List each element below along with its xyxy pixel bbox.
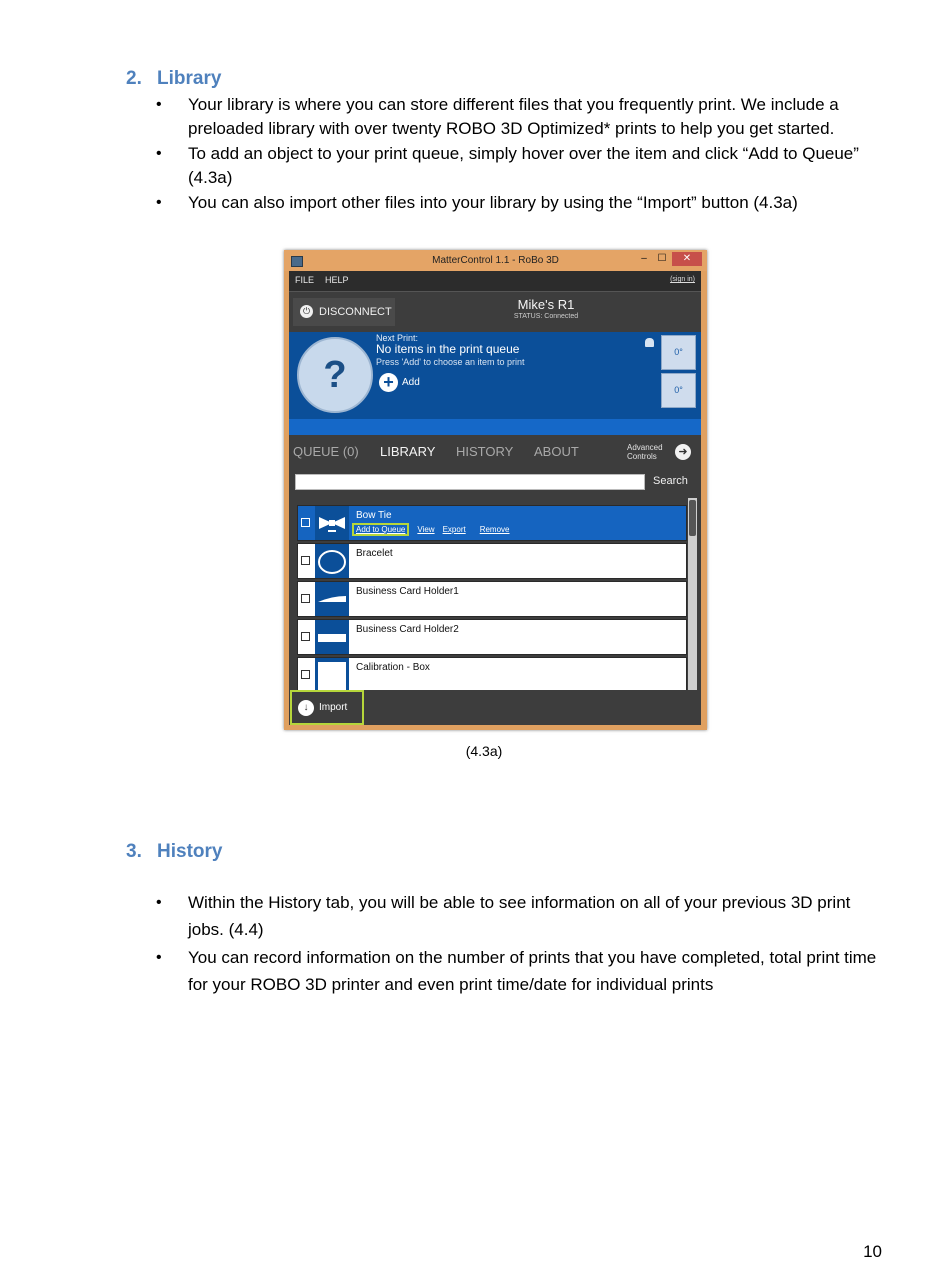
card-holder2-thumbnail — [315, 620, 349, 654]
bracelet-icon — [315, 544, 349, 578]
item-name: Bracelet — [356, 548, 393, 559]
bracelet-thumbnail — [315, 544, 349, 578]
add-to-queue-link[interactable]: Add to Queue — [352, 523, 409, 536]
bow-tie-thumbnail — [315, 506, 349, 540]
next-print-panel — [289, 332, 701, 419]
download-icon: ↓ — [298, 700, 314, 716]
scrollbar-thumb[interactable] — [689, 500, 696, 536]
library-item[interactable] — [297, 543, 687, 579]
power-icon: ⏻ — [300, 305, 313, 318]
bullet-item: • Your library is where you can store different files that you frequently print. We include a preloaded library with over twenty ROBO 3D Optimized* prints to help you get started. — [156, 93, 886, 141]
section-title: Library — [157, 68, 222, 89]
window-title-bar — [284, 250, 707, 271]
search-row — [289, 469, 701, 497]
tab-history[interactable]: HISTORY — [456, 444, 514, 459]
disconnect-label: DISCONNECT — [319, 306, 392, 318]
import-label: Import — [319, 702, 348, 713]
printer-status: STATUS: Connected — [513, 313, 579, 320]
item-name: Bow Tie — [356, 510, 392, 521]
library-item[interactable] — [297, 657, 687, 693]
maximize-button[interactable]: ☐ — [657, 253, 667, 264]
library-bullet-list — [156, 93, 886, 216]
bullet-item: • You can record information on the number of prints that you have completed, total print time for your ROBO 3D printer and even print time/date for individual prints — [156, 944, 886, 998]
section-title: History — [157, 841, 223, 862]
card-holder2-icon — [315, 620, 349, 654]
section-number: 2. — [126, 68, 142, 89]
next-print-label: Next Print: — [376, 333, 419, 343]
advanced-controls-label[interactable]: Advanced Controls — [627, 443, 663, 461]
calibration-box-thumbnail — [315, 658, 349, 692]
library-item[interactable] — [297, 505, 687, 541]
box-icon — [315, 658, 349, 692]
app-body — [289, 271, 701, 725]
bell-icon[interactable] — [645, 338, 654, 347]
item-name: Calibration - Box — [356, 662, 430, 673]
tab-queue[interactable]: QUEUE (0) — [293, 444, 359, 459]
item-actions — [356, 523, 518, 536]
plus-icon: + — [379, 373, 398, 392]
bullet-item: • To add an object to your print queue, simply hover over the item and click “Add to Queue” (4.3a) — [156, 142, 886, 190]
item-checkbox[interactable] — [301, 518, 310, 527]
bottom-bar — [289, 690, 701, 725]
library-scrollbar[interactable] — [688, 498, 697, 690]
menu-bar — [289, 271, 701, 291]
import-button[interactable] — [290, 690, 364, 725]
section-number: 3. — [126, 841, 142, 862]
search-input[interactable] — [295, 474, 645, 490]
progress-strip — [289, 419, 701, 435]
bullet-item: • You can also import other files into your library by using the “Import” button (4.3a) — [156, 191, 886, 215]
item-checkbox[interactable] — [301, 556, 310, 565]
bow-tie-icon — [315, 506, 349, 540]
item-checkbox[interactable] — [301, 632, 310, 641]
item-checkbox[interactable] — [301, 594, 310, 603]
add-label: Add — [402, 377, 420, 388]
bullet-item: • Within the History tab, you will be able to see information on all of your previous 3D print jobs. (4.4) — [156, 889, 886, 943]
next-print-title: No items in the print queue — [376, 342, 520, 356]
section-library-heading — [126, 68, 221, 90]
library-list — [289, 499, 701, 689]
page-number: 10 — [863, 1242, 882, 1261]
section-history-heading — [126, 841, 222, 863]
search-button[interactable]: Search — [653, 475, 688, 487]
tab-library[interactable]: LIBRARY — [380, 444, 436, 459]
figure-caption: (4.3a) — [465, 743, 503, 759]
export-link[interactable]: Export — [442, 525, 466, 534]
item-name: Business Card Holder1 — [356, 586, 459, 597]
arrow-right-icon[interactable]: ➜ — [675, 444, 691, 460]
card-holder-thumbnail — [315, 582, 349, 616]
mattercontrol-screenshot — [284, 250, 707, 730]
sign-in-link[interactable]: (sign in) — [670, 276, 695, 283]
remove-link[interactable]: Remove — [479, 525, 510, 534]
add-button[interactable] — [379, 372, 449, 394]
close-button[interactable]: ✕ — [672, 252, 702, 266]
tab-about[interactable]: ABOUT — [534, 444, 579, 459]
printer-bar — [289, 291, 701, 332]
next-print-subtitle: Press 'Add' to choose an item to print — [376, 357, 525, 367]
menu-file[interactable]: FILE — [295, 275, 315, 285]
minimize-button[interactable]: – — [641, 253, 647, 264]
view-link[interactable]: View — [417, 525, 435, 534]
extruder-temp-box[interactable]: 0° — [661, 335, 696, 370]
menu-help[interactable]: HELP — [325, 275, 349, 285]
item-checkbox[interactable] — [301, 670, 310, 679]
item-name: Business Card Holder2 — [356, 624, 459, 635]
bed-temp-box[interactable]: 0° — [661, 373, 696, 408]
question-mark-icon: ? — [297, 337, 373, 413]
library-item[interactable] — [297, 581, 687, 617]
window-title: MatterControl 1.1 - RoBo 3D — [432, 255, 559, 266]
history-bullet-list — [156, 889, 886, 999]
library-item[interactable] — [297, 619, 687, 655]
printer-name[interactable]: Mike's R1 — [517, 297, 575, 312]
tab-bar — [289, 435, 701, 469]
card-holder-icon — [315, 582, 349, 616]
